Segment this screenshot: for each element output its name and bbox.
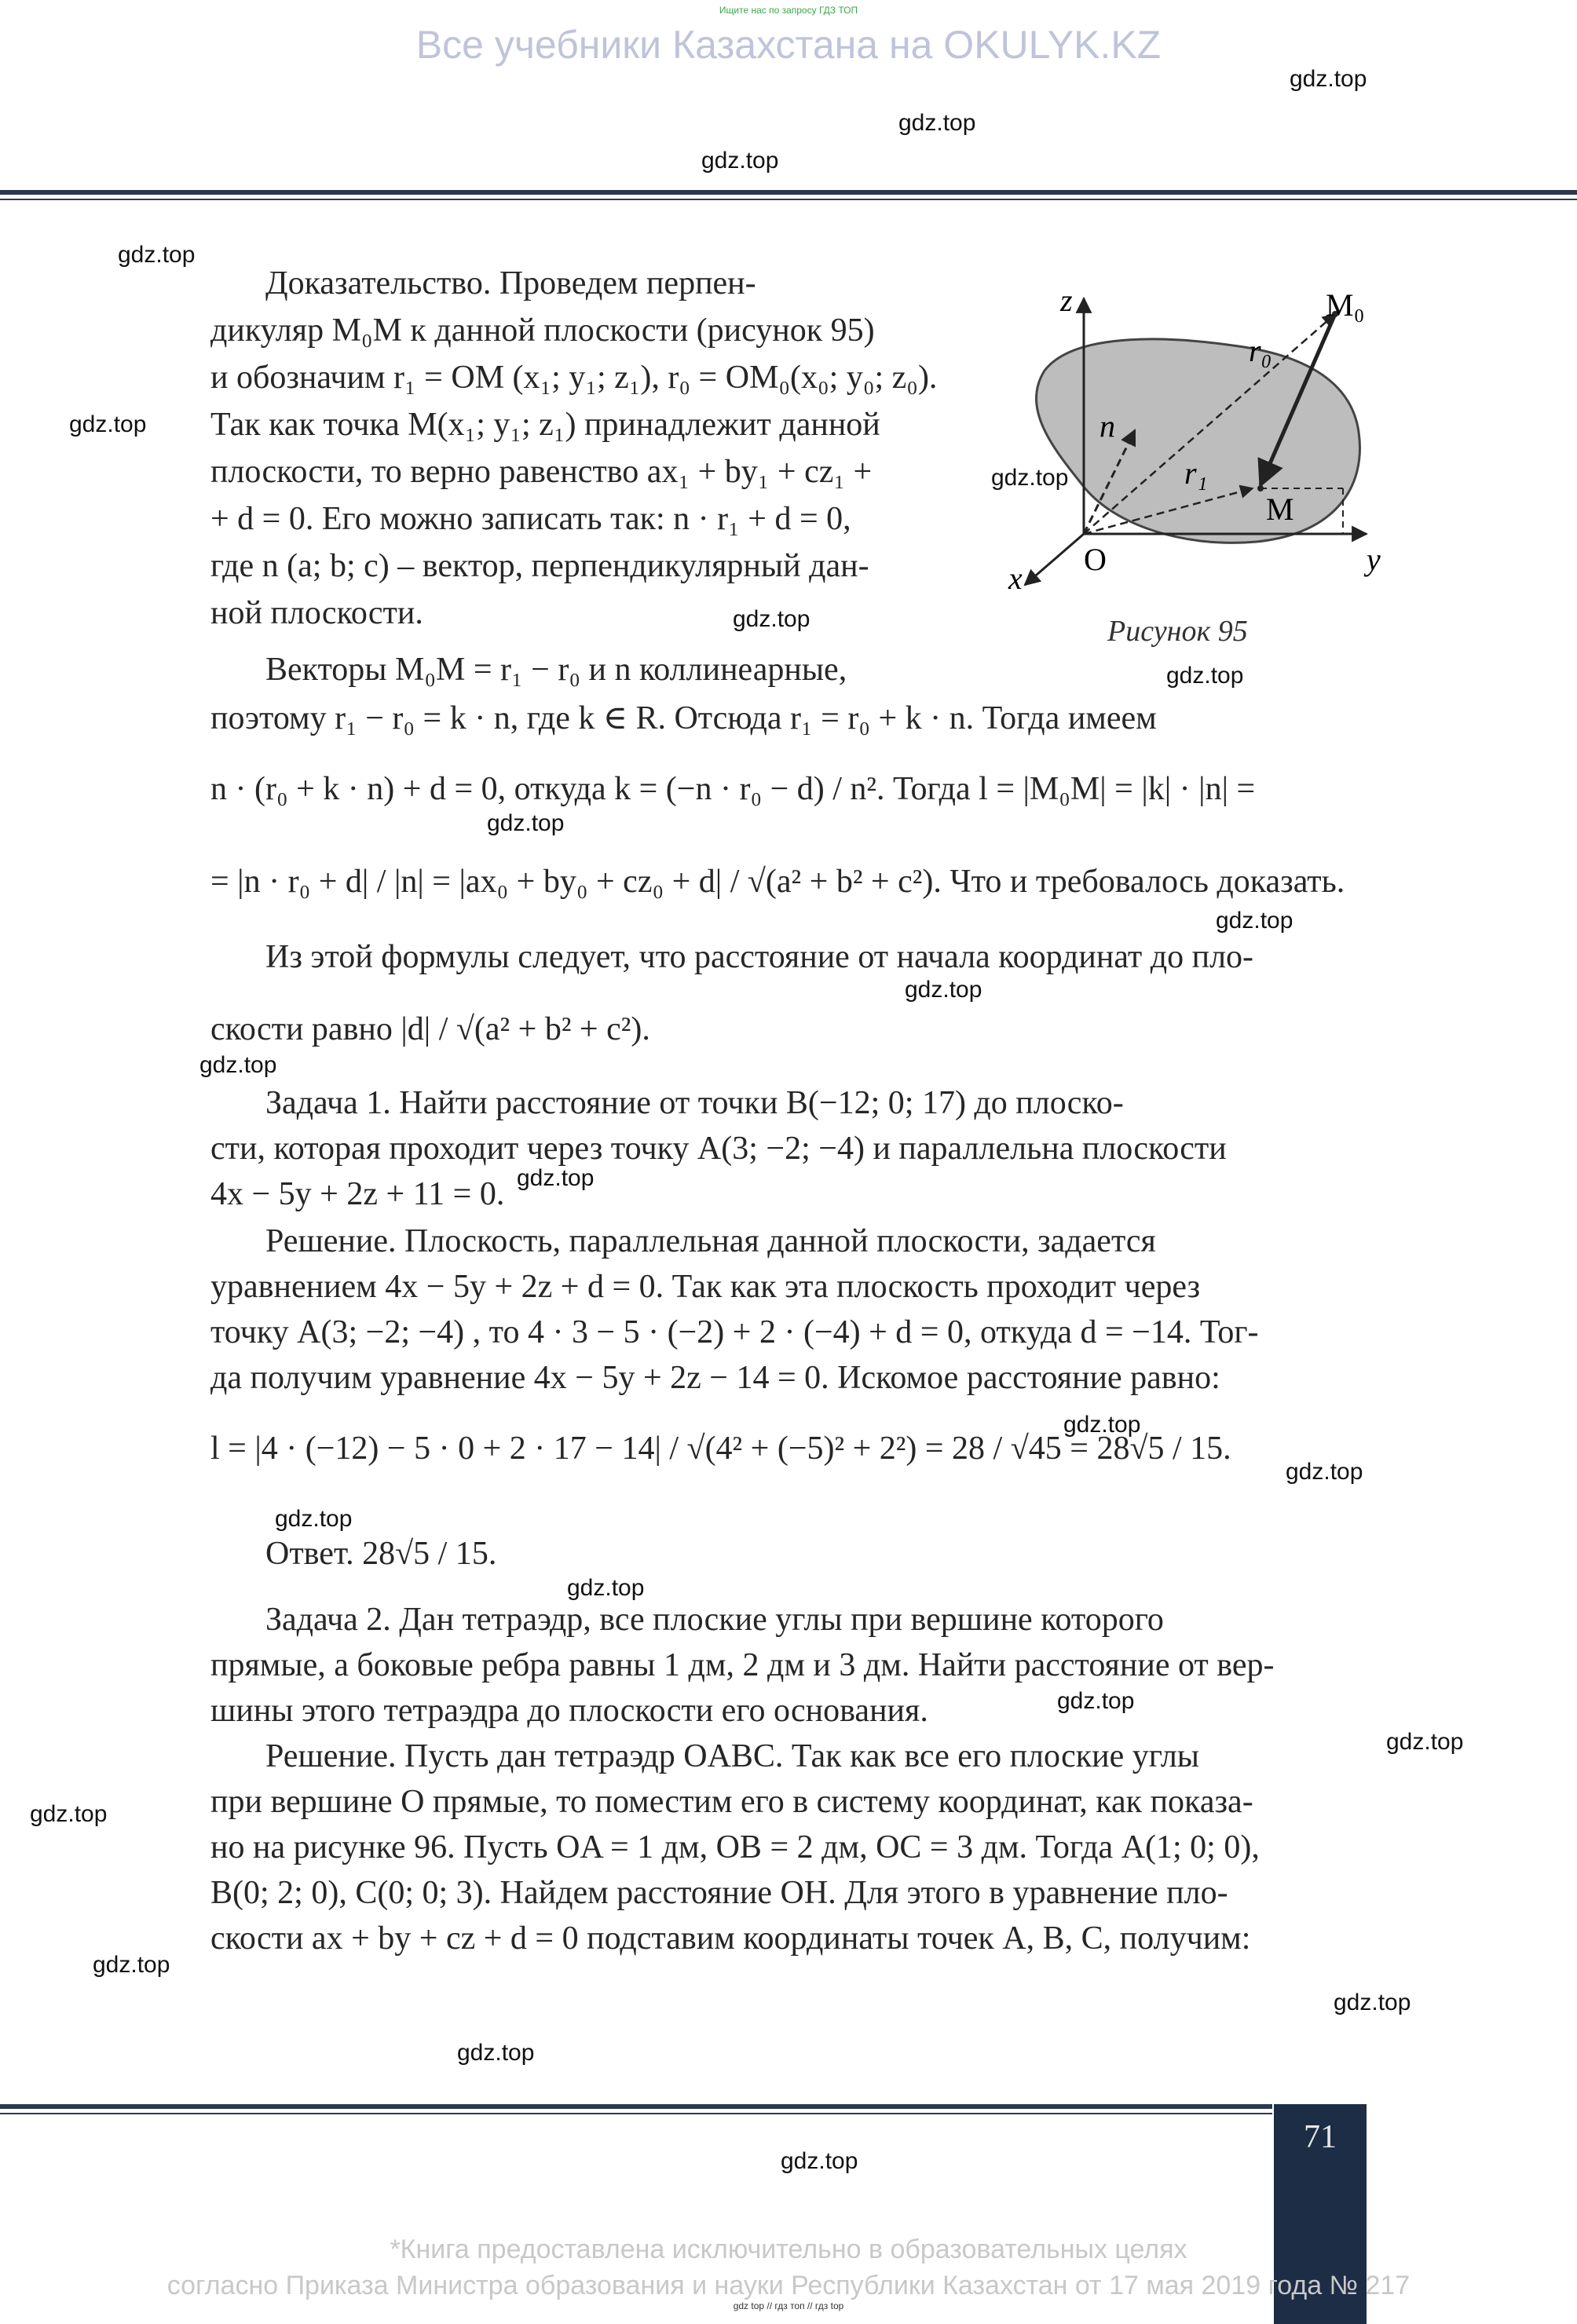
task2-line-3: шины этого тетраэдра до плоскости его основания. xyxy=(210,1693,928,1729)
label-o: O xyxy=(1084,542,1107,577)
label-z: z xyxy=(1060,283,1073,318)
proof-line-3: и обозначим r₁ = OM (x₁; y₁; z₁), r₀ = OM₀(x₀; y₀; z₀). xyxy=(210,360,938,396)
search-hint: Ищите нас по запросу ГДЗ ТОП xyxy=(719,5,858,16)
watermark: gdz.top xyxy=(30,1801,108,1827)
watermark: gdz.top xyxy=(1166,663,1244,689)
page-number: 71 xyxy=(1304,2119,1337,2155)
solution2-line-4: B(0; 2; 0), C(0; 0; 3). Найдем расстояние OH. Для этого в уравнение пло- xyxy=(210,1875,1228,1911)
proof-line-10: поэтому r₁ − r₀ = k · n, где k ∈ R. Отсюда r₁ = r₀ + k · n. Тогда имеем xyxy=(210,700,1157,736)
watermark: gdz.top xyxy=(1057,1688,1135,1714)
conclusion-line-2: скости равно |d| / √(a² + b² + c²). xyxy=(210,1011,650,1047)
proof-line-11: n · (r₀ + k · n) + d = 0, откуда k = (−n · r₀ − d) / n². Тогда l = |M₀M| = |k| · |n| = xyxy=(210,771,1256,807)
solution2-line-5: скости ax + by + cz + d = 0 подставим координаты точек A, B, C, получим: xyxy=(210,1920,1251,1957)
task1-line-3: 4x − 5y + 2z + 11 = 0. xyxy=(210,1176,505,1212)
footer-links[interactable]: gdz top // гдз топ // гдз top xyxy=(733,2300,844,2311)
task1-line-1: Задача 1. Найти расстояние от точки B(−12; 0; 17) до плоско- xyxy=(265,1085,1124,1121)
proof-line-4: Так как точка M(x₁; y₁; z₁) принадлежит данной xyxy=(210,407,880,443)
watermark: gdz.top xyxy=(905,977,982,1003)
watermark: gdz.top xyxy=(1290,66,1367,92)
label-n: n xyxy=(1100,408,1115,444)
figure-caption: Рисунок 95 xyxy=(1107,615,1248,648)
proof-line-2: дикуляр M₀M к данной плоскости (рисунок 95) xyxy=(210,312,875,349)
solution1-line-3: точку A(3; −2; −4) , то 4 · 3 − 5 · (−2) + 2 · (−4) + d = 0, откуда d = −14. Тог- xyxy=(210,1314,1259,1350)
watermark: gdz.top xyxy=(1386,1729,1464,1755)
proof-line-5: плоскости, то верно равенство ax₁ + by₁ + cz₁ + xyxy=(210,454,873,490)
watermark: gdz.top xyxy=(457,2040,535,2066)
watermark: gdz.top xyxy=(118,242,196,268)
watermark: gdz.top xyxy=(487,810,565,836)
solution1-line-5: l = |4 · (−12) − 5 · 0 + 2 · 17 − 14| / √(4² + (−5)² + 2²) = 28 / √45 = 28√5 / 15. xyxy=(210,1431,1231,1467)
watermark: gdz.top xyxy=(898,110,976,136)
watermark: gdz.top xyxy=(1063,1412,1141,1438)
label-m0: M₀ xyxy=(1326,287,1365,323)
answer-line: Ответ. 28√5 / 15. xyxy=(265,1536,497,1572)
conclusion-line-1: Из этой формулы следует, что расстояние от начала координат до пло- xyxy=(265,939,1254,975)
label-r0: r₀ xyxy=(1249,333,1272,368)
task2-line-1: Задача 2. Дан тетраэдр, все плоские углы при вершине которого xyxy=(265,1602,1164,1638)
watermark: gdz.top xyxy=(199,1052,277,1078)
watermark: gdz.top xyxy=(733,606,810,632)
x-axis xyxy=(1025,534,1084,585)
watermark: gdz.top xyxy=(1216,908,1293,934)
label-x: x xyxy=(1008,561,1023,596)
proof-line-7: где n (a; b; c) – вектор, перпендикулярный дан- xyxy=(210,548,869,584)
watermark: gdz.top xyxy=(517,1165,595,1191)
watermark: gdz.top xyxy=(991,465,1069,491)
footer-note-1: *Книга предоставлена исключительно в образовательных целях xyxy=(390,2234,1187,2264)
solution2-line-2: при вершине O прямые, то поместим его в систему координат, как показа- xyxy=(210,1784,1253,1820)
site-title[interactable]: Все учебники Казахстана на OKULYK.KZ xyxy=(415,23,1162,67)
solution1-line-2: уравнением 4x − 5y + 2z + d = 0. Так как эта плоскость проходит через xyxy=(210,1269,1201,1305)
proof-line-12: = |n · r₀ + d| / |n| = |ax₀ + by₀ + cz₀ + d| / √(a² + b² + c²). Что и требовалось доказать. xyxy=(210,864,1345,900)
watermark: gdz.top xyxy=(567,1575,645,1601)
watermark: gdz.top xyxy=(93,1952,170,1978)
solution2-line-3: но на рисунке 96. Пусть OA = 1 дм, OB = 2 дм, OC = 3 дм. Тогда A(1; 0; 0), xyxy=(210,1829,1260,1865)
proof-line-9: Векторы M₀M = r₁ − r₀ и n коллинеарные, xyxy=(265,652,847,688)
label-r1: r₁ xyxy=(1184,455,1208,491)
watermark: gdz.top xyxy=(701,148,779,174)
proof-line-6: + d = 0. Его можно записать так: n · r₁ + d = 0, xyxy=(210,501,851,537)
proof-line-8: ной плоскости. xyxy=(210,595,423,631)
task2-line-2: прямые, а боковые ребра равны 1 дм, 2 дм и 3 дм. Найти расстояние от вер- xyxy=(210,1647,1275,1683)
solution2-line-1: Решение. Пусть дан тетраэдр OABC. Так как все его плоские углы xyxy=(265,1738,1200,1774)
watermark: gdz.top xyxy=(781,2148,858,2174)
header-rule-thin xyxy=(0,199,1577,200)
label-m: M xyxy=(1266,491,1294,527)
proof-line-1: Доказательство. Проведем перпен- xyxy=(265,265,756,301)
footer-note-2: согласно Приказа Министра образования и науки Республики Казахстан от 17 мая 2019 года № 217 xyxy=(166,2271,1411,2300)
footer-rule xyxy=(0,2104,1272,2109)
watermark: gdz.top xyxy=(69,411,147,437)
label-y: y xyxy=(1367,542,1381,577)
figure-95 xyxy=(997,283,1406,597)
task1-line-2: сти, которая проходит через точку A(3; −2; −4) и параллельна плоскости xyxy=(210,1131,1227,1167)
header-rule xyxy=(0,190,1577,195)
watermark: gdz.top xyxy=(1334,1990,1411,2015)
solution1-line-1: Решение. Плоскость, параллельная данной плоскости, задается xyxy=(265,1223,1156,1259)
solution1-line-4: да получим уравнение 4x − 5y + 2z − 14 = 0. Искомое расстояние равно: xyxy=(210,1360,1220,1396)
footer-rule-thin xyxy=(0,2113,1272,2114)
point-m xyxy=(1257,485,1264,491)
watermark: gdz.top xyxy=(1286,1459,1363,1485)
watermark: gdz.top xyxy=(275,1506,353,1532)
